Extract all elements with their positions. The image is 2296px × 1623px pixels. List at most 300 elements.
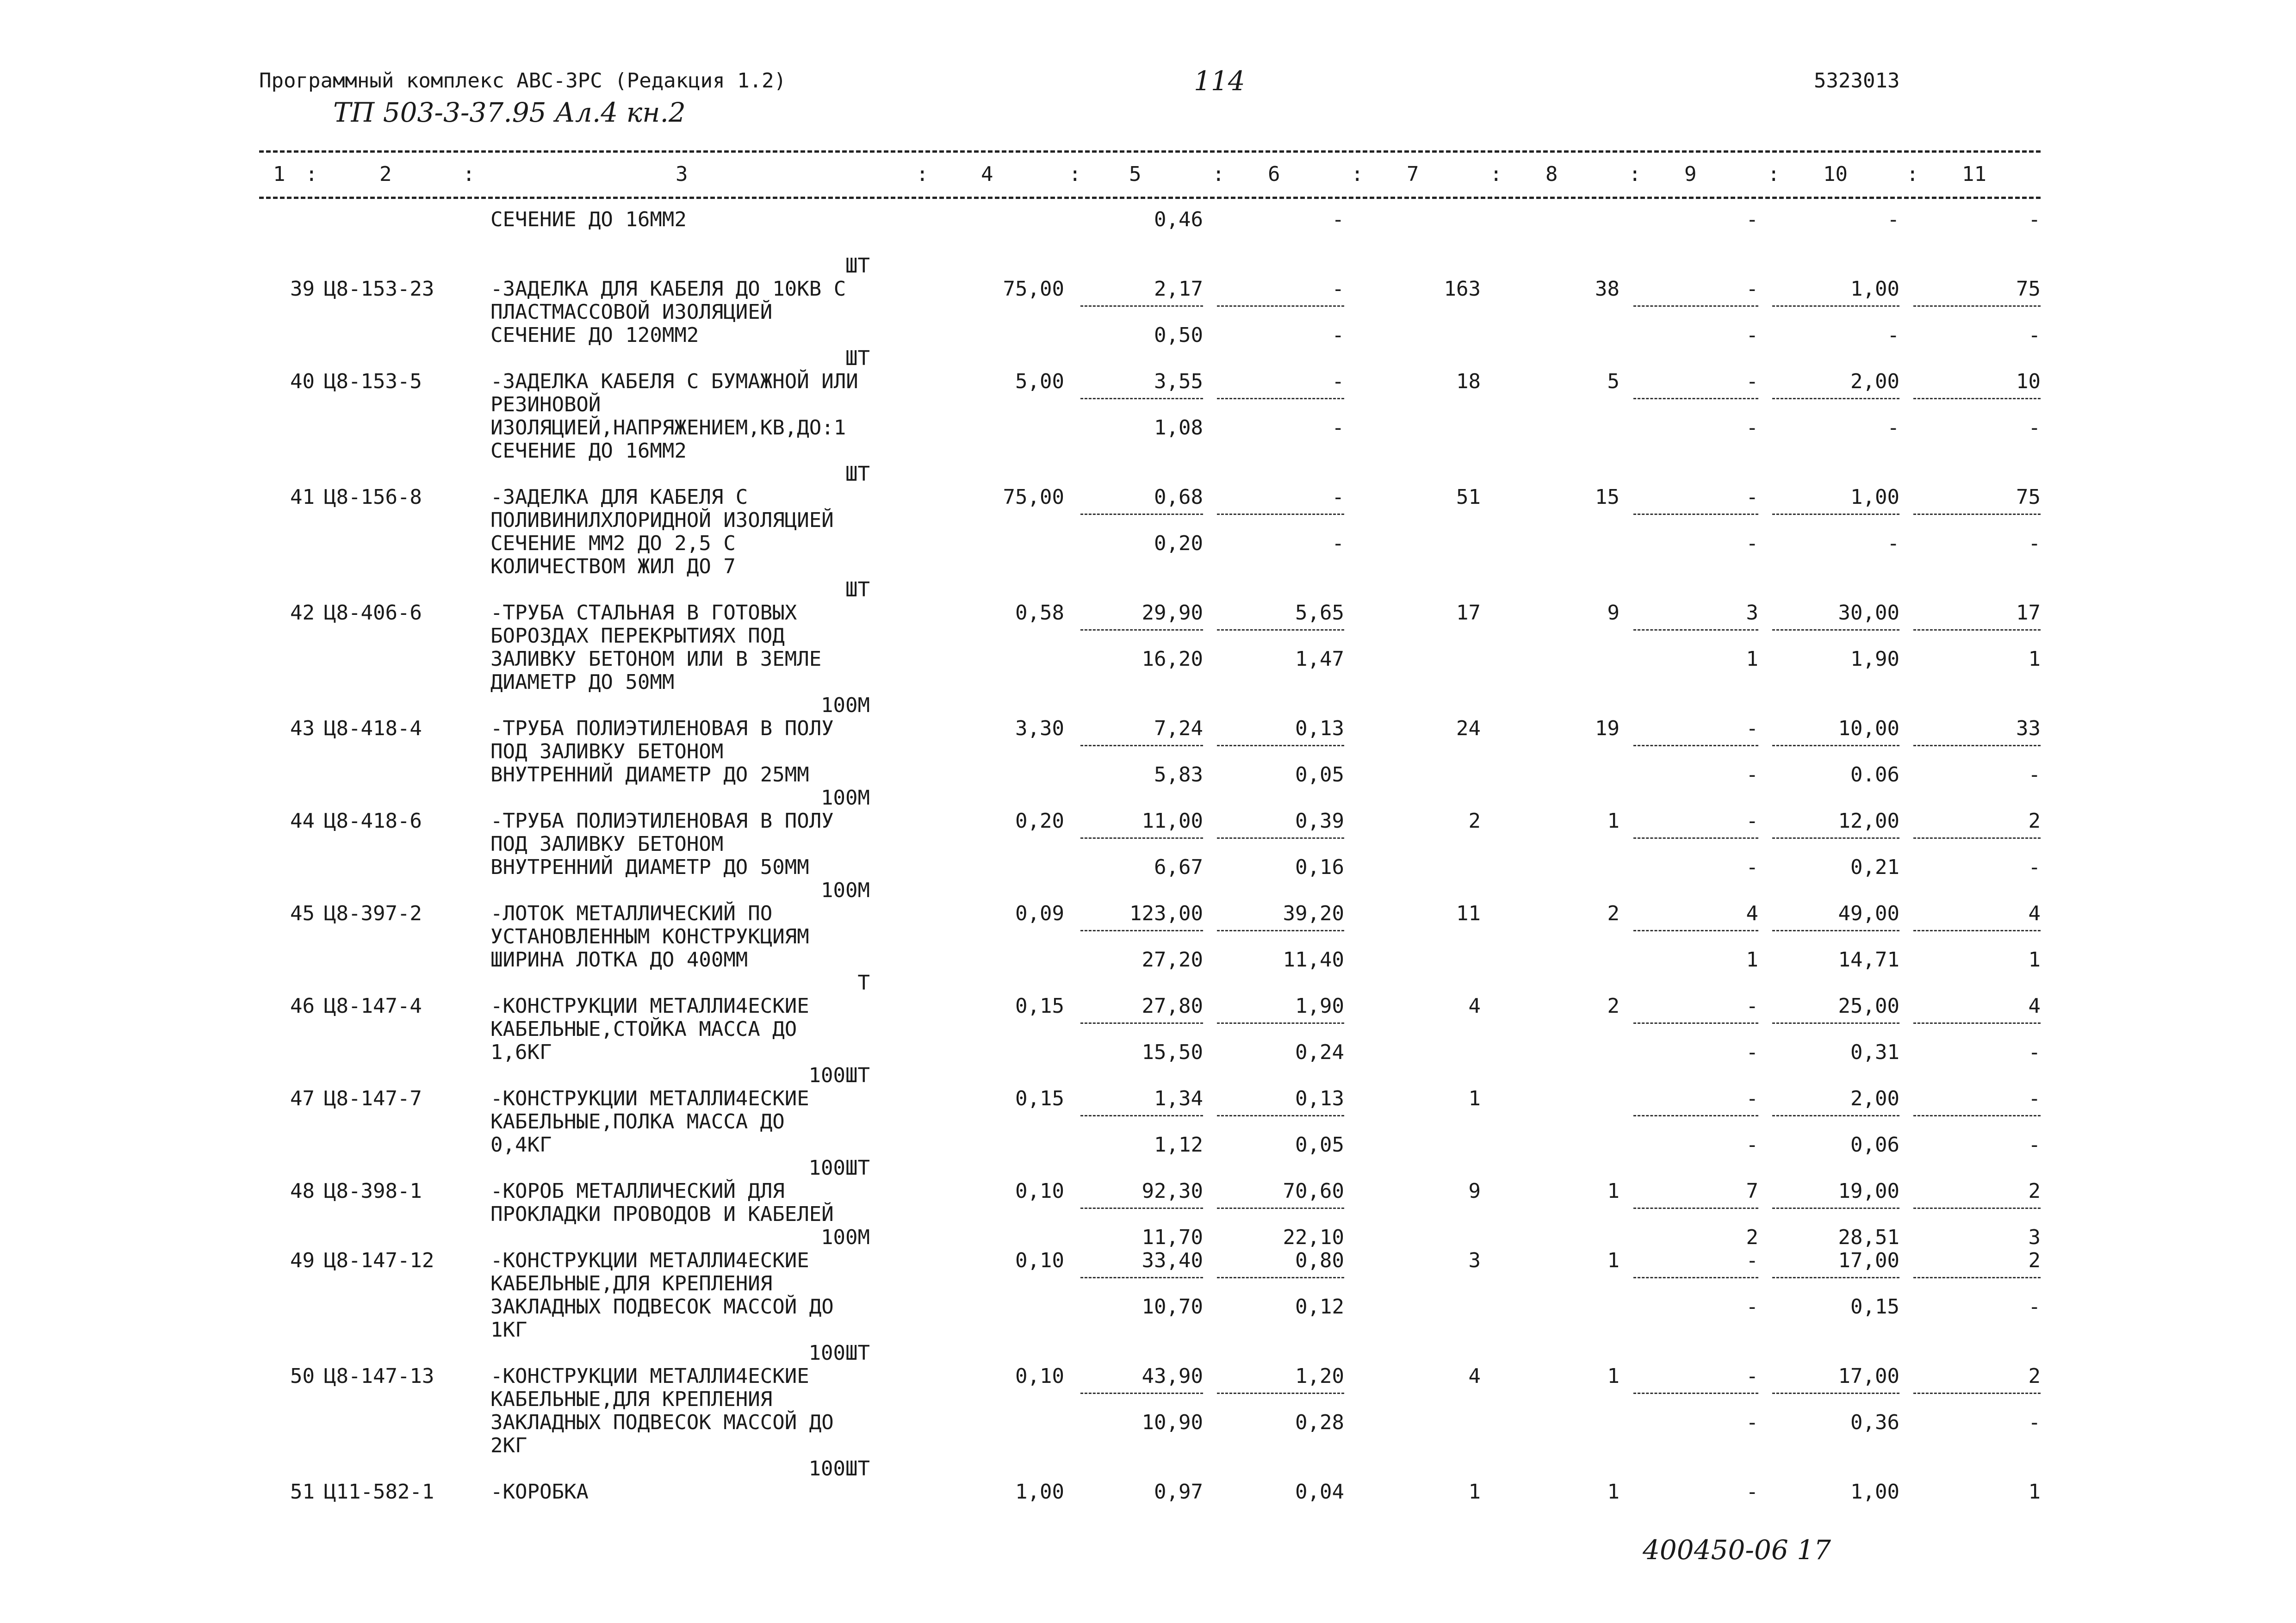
- value-divider: [1772, 514, 1899, 515]
- value-divider: [1217, 837, 1344, 839]
- table-row: [0, 1226, 2296, 1342]
- cell-c6b: -: [1332, 532, 1344, 555]
- table-row: [0, 694, 2296, 787]
- work-description-line: -ТРУБА ПОЛИЭТИЛЕНОВАЯ В ПОЛУ: [490, 809, 834, 833]
- cell-c5b: 27,20: [1142, 948, 1203, 972]
- cell-c6: 0,80: [1295, 1249, 1344, 1272]
- cell-c11b: 1: [2028, 948, 2041, 972]
- value-divider: [1772, 837, 1899, 839]
- value-divider: [1913, 1277, 2041, 1278]
- cell-c5b: 10,70: [1142, 1295, 1203, 1319]
- value-divider: [1217, 305, 1344, 307]
- table-row: [0, 254, 2296, 347]
- cell-c6b: -: [1332, 416, 1344, 440]
- table-row: [0, 787, 2296, 879]
- value-divider: [1080, 398, 1203, 399]
- value-divider: [1217, 514, 1344, 515]
- work-description-line: -ЗАДЕЛКА ДЛЯ КАБЕЛЯ ДО 10КВ С: [490, 277, 846, 301]
- cell-c11: 2: [2028, 1249, 2041, 1272]
- unit-label: 100М: [821, 879, 870, 902]
- cell-c6b: 1,47: [1295, 647, 1344, 671]
- cell-c9: -: [1746, 1480, 1758, 1504]
- cell-c9b: -: [1746, 763, 1758, 787]
- value-divider: [1633, 1208, 1758, 1209]
- value-divider: [1913, 837, 2041, 839]
- value-divider: [1913, 1022, 2041, 1024]
- cell-c5: 27,80: [1142, 994, 1203, 1018]
- cell-c8: 1: [1607, 809, 1620, 833]
- cell-c11b: -: [2028, 763, 2041, 787]
- value-divider: [1913, 514, 2041, 515]
- cell-c11b: -: [2028, 532, 2041, 555]
- cell-c4: 0,20: [1015, 809, 1064, 833]
- work-description-line: КАБЕЛЬНЫЕ,ДЛЯ КРЕПЛЕНИЯ: [490, 1272, 773, 1295]
- cell-c11b: -: [2028, 1411, 2041, 1434]
- cell-c9: -: [1746, 485, 1758, 509]
- column-separator: :: [1906, 162, 1919, 186]
- work-description-line: 1,6КГ: [490, 1041, 552, 1064]
- value-divider: [1633, 1022, 1758, 1024]
- work-description-line: -КОРОБ МЕТАЛЛИЧЕСКИЙ ДЛЯ: [490, 1179, 785, 1203]
- top-separator: [259, 150, 2041, 153]
- unit-label: 100М: [821, 694, 870, 717]
- cell-c8: 19: [1595, 717, 1620, 740]
- cell-c9: -: [1746, 370, 1758, 393]
- cell-c8: 38: [1595, 277, 1620, 301]
- cell-c9b: -: [1746, 1411, 1758, 1434]
- rate-code: Ц8-418-6: [324, 809, 422, 833]
- cell-c11: 2: [2028, 809, 2041, 833]
- cell-c9: -: [1746, 809, 1758, 833]
- work-description-line: СЕЧЕНИЕ ДО 16ММ2: [490, 208, 687, 231]
- work-description-line: ПЛАСТМАССОВОЙ ИЗОЛЯЦИЕЙ: [490, 300, 773, 324]
- cell-c9: 7: [1746, 1179, 1758, 1203]
- header-separator: [259, 197, 2041, 199]
- value-divider: [1633, 930, 1758, 931]
- cell-c5: 2,17: [1154, 277, 1203, 301]
- column-header-5: 5: [1129, 162, 1142, 186]
- cell-c10b: 0,15: [1850, 1295, 1899, 1319]
- cell-num: 42: [290, 601, 315, 625]
- cell-c6: 1,90: [1295, 994, 1344, 1018]
- unit-label: 100М: [821, 1226, 870, 1249]
- rate-code: Ц8-153-23: [324, 277, 434, 301]
- cell-num: 48: [290, 1179, 315, 1203]
- cell-c11: 17: [2016, 601, 2041, 625]
- column-header-6: 6: [1268, 162, 1280, 186]
- work-description-line: -ТРУБА ПОЛИЭТИЛЕНОВАЯ В ПОЛУ: [490, 717, 834, 740]
- work-description-line: СЕЧЕНИЕ ДО 120ММ2: [490, 323, 699, 347]
- cell-c11b: -: [2028, 323, 2041, 347]
- work-description-line: ЗАКЛАДНЫХ ПОДВЕСОК МАССОЙ ДО: [490, 1295, 834, 1319]
- work-description-line: 1КГ: [490, 1318, 527, 1342]
- cell-c5b: 0,20: [1154, 532, 1203, 555]
- cell-c6b: -: [1332, 208, 1344, 231]
- cell-c5b: 0,50: [1154, 323, 1203, 347]
- value-divider: [1217, 398, 1344, 399]
- work-description-line: ПОД ЗАЛИВКУ БЕТОНОМ: [490, 832, 724, 856]
- cell-c6: -: [1332, 485, 1344, 509]
- cell-c9b: 1: [1746, 948, 1758, 972]
- cell-c5b: 0,46: [1154, 208, 1203, 231]
- cell-c6: 5,65: [1295, 601, 1344, 625]
- cell-c5b: 6,67: [1154, 855, 1203, 879]
- cell-num: 44: [290, 809, 315, 833]
- table-row: [0, 1342, 2296, 1457]
- cell-c6b: 0,28: [1295, 1411, 1344, 1434]
- cell-c5: 92,30: [1142, 1179, 1203, 1203]
- cell-c11b: -: [2028, 1295, 2041, 1319]
- cell-c9b: 2: [1746, 1226, 1758, 1249]
- cell-c9b: -: [1746, 532, 1758, 555]
- work-description-line: ЗАЛИВКУ БЕТОНОМ ИЛИ В ЗЕМЛЕ: [490, 647, 822, 671]
- cell-c4: 0,10: [1015, 1179, 1064, 1203]
- work-description-line: СЕЧЕНИЕ ДО 16ММ2: [490, 439, 687, 463]
- cell-c10: 17,00: [1838, 1249, 1899, 1272]
- cell-c6b: 0,05: [1295, 763, 1344, 787]
- value-divider: [1217, 1277, 1344, 1278]
- column-header-4: 4: [981, 162, 993, 186]
- column-header-11: 11: [1962, 162, 1986, 186]
- cell-c5: 33,40: [1142, 1249, 1203, 1272]
- work-description-line: -ЗАДЕЛКА ДЛЯ КАБЕЛЯ С: [490, 485, 748, 509]
- work-description-line: -КОНСТРУКЦИИ МЕТАЛЛИ4ЕСКИЕ: [490, 994, 809, 1018]
- cell-c9b: 1: [1746, 647, 1758, 671]
- cell-c7: 9: [1468, 1179, 1481, 1203]
- cell-c6b: 0,24: [1295, 1041, 1344, 1064]
- cell-c5: 0,97: [1154, 1480, 1203, 1504]
- column-separator: :: [1768, 162, 1780, 186]
- rate-code: Ц8-418-4: [324, 717, 422, 740]
- cell-c11: 33: [2016, 717, 2041, 740]
- cell-c11: 10: [2016, 370, 2041, 393]
- cell-c11: 4: [2028, 994, 2041, 1018]
- work-description-line: ШИРИНА ЛОТКА ДО 400ММ: [490, 948, 748, 972]
- work-description-line: ВНУТРЕННИЙ ДИАМЕТР ДО 25ММ: [490, 763, 809, 787]
- cell-c9: 3: [1746, 601, 1758, 625]
- unit-label: 100ШТ: [808, 1457, 870, 1481]
- cell-c8: 1: [1607, 1249, 1620, 1272]
- cell-c5b: 11,70: [1142, 1226, 1203, 1249]
- work-description-line: ДИАМЕТР ДО 50ММ: [490, 670, 675, 694]
- work-description-line: СЕЧЕНИЕ ММ2 ДО 2,5 С: [490, 532, 736, 555]
- value-divider: [1772, 1393, 1899, 1394]
- cell-c8: 1: [1607, 1364, 1620, 1388]
- value-divider: [1080, 1115, 1203, 1116]
- column-separator: :: [305, 162, 318, 186]
- value-divider: [1772, 1208, 1899, 1209]
- cell-c10: 30,00: [1838, 601, 1899, 625]
- rate-code: Ц8-406-6: [324, 601, 422, 625]
- cell-num: 46: [290, 994, 315, 1018]
- value-divider: [1633, 1393, 1758, 1394]
- cell-c4: 0,15: [1015, 994, 1064, 1018]
- column-separator: :: [1351, 162, 1364, 186]
- table-row: [0, 1064, 2296, 1157]
- cell-c4: 0,10: [1015, 1249, 1064, 1272]
- work-description-line: КАБЕЛЬНЫЕ,ПОЛКА МАССА ДО: [490, 1110, 785, 1134]
- cell-c10: 19,00: [1838, 1179, 1899, 1203]
- value-divider: [1633, 629, 1758, 631]
- cell-c10: 12,00: [1838, 809, 1899, 833]
- column-header-1: 1: [273, 162, 285, 186]
- cell-c7: 24: [1456, 717, 1481, 740]
- cell-c10b: 0,31: [1850, 1041, 1899, 1064]
- cell-c9b: -: [1746, 416, 1758, 440]
- cell-c8: 15: [1595, 485, 1620, 509]
- column-header-2: 2: [379, 162, 392, 186]
- cell-c4: 3,30: [1015, 717, 1064, 740]
- column-separator: :: [1629, 162, 1641, 186]
- cell-c10b: 14,71: [1838, 948, 1899, 972]
- cell-num: 43: [290, 717, 315, 740]
- value-divider: [1080, 930, 1203, 931]
- cell-c4: 0,15: [1015, 1087, 1064, 1110]
- value-divider: [1080, 305, 1203, 307]
- work-description-line: 0,4КГ: [490, 1133, 552, 1157]
- work-description-line: -КОНСТРУКЦИИ МЕТАЛЛИ4ЕСКИЕ: [490, 1249, 809, 1272]
- cell-c9b: -: [1746, 208, 1758, 231]
- unit-label: ШТ: [845, 462, 870, 486]
- cell-c9: 4: [1746, 902, 1758, 925]
- table-row: [0, 578, 2296, 694]
- cell-c6: 0,13: [1295, 717, 1344, 740]
- cell-c10: 1,00: [1850, 1480, 1899, 1504]
- column-header-8: 8: [1545, 162, 1558, 186]
- cell-c4: 0,10: [1015, 1364, 1064, 1388]
- cell-c10: 25,00: [1838, 994, 1899, 1018]
- cell-c6b: -: [1332, 323, 1344, 347]
- value-divider: [1633, 398, 1758, 399]
- cell-c11b: -: [2028, 208, 2041, 231]
- unit-label: 100ШТ: [808, 1064, 870, 1087]
- cell-c5b: 1,08: [1154, 416, 1203, 440]
- cell-c5b: 16,20: [1142, 647, 1203, 671]
- cell-c6: 0,39: [1295, 809, 1344, 833]
- cell-c10: 2,00: [1850, 370, 1899, 393]
- value-divider: [1217, 629, 1344, 631]
- cell-c6: 0,04: [1295, 1480, 1344, 1504]
- project-code: ТП 503-3-37.95 Ал.4 кн.2: [333, 97, 686, 128]
- column-header-10: 10: [1823, 162, 1848, 186]
- cell-c7: 4: [1468, 994, 1481, 1018]
- value-divider: [1772, 745, 1899, 746]
- cell-c4: 5,00: [1015, 370, 1064, 393]
- cell-c6b: 22,10: [1283, 1226, 1344, 1249]
- value-divider: [1772, 629, 1899, 631]
- cell-c4: 1,00: [1015, 1480, 1064, 1504]
- table-row: [0, 879, 2296, 972]
- cell-c5b: 5,83: [1154, 763, 1203, 787]
- archive-stamp: 400450-06 17: [1643, 1534, 1831, 1566]
- value-divider: [1080, 514, 1203, 515]
- cell-c11: 2: [2028, 1364, 2041, 1388]
- cell-c10b: -: [1887, 416, 1899, 440]
- value-divider: [1913, 930, 2041, 931]
- table-row: [0, 463, 2296, 578]
- cell-c8: 2: [1607, 994, 1620, 1018]
- work-description-line: -ЗАДЕЛКА КАБЕЛЯ С БУМАЖНОЙ ИЛИ: [490, 370, 858, 393]
- unit-label: 100М: [821, 786, 870, 810]
- cell-c7: 3: [1468, 1249, 1481, 1272]
- cell-c5: 43,90: [1142, 1364, 1203, 1388]
- cell-c5: 1,34: [1154, 1087, 1203, 1110]
- cell-c8: 2: [1607, 902, 1620, 925]
- cell-c5: 3,55: [1154, 370, 1203, 393]
- work-description-line: ПОЛИВИНИЛХЛОРИДНОЙ ИЗОЛЯЦИЕЙ: [490, 508, 834, 532]
- column-header-row: [259, 163, 2041, 191]
- cell-c7: 51: [1456, 485, 1481, 509]
- value-divider: [1080, 1277, 1203, 1278]
- cell-num: 40: [290, 370, 315, 393]
- value-divider: [1633, 1115, 1758, 1116]
- cell-num: 49: [290, 1249, 315, 1272]
- rate-code: Ц8-147-7: [324, 1087, 422, 1110]
- cell-c11b: -: [2028, 855, 2041, 879]
- value-divider: [1633, 514, 1758, 515]
- cell-num: 41: [290, 485, 315, 509]
- cell-c9b: -: [1746, 1295, 1758, 1319]
- column-header-9: 9: [1684, 162, 1697, 186]
- work-description-line: КАБЕЛЬНЫЕ,ДЛЯ КРЕПЛЕНИЯ: [490, 1388, 773, 1411]
- cell-c8: 1: [1607, 1480, 1620, 1504]
- cell-c5b: 10,90: [1142, 1411, 1203, 1434]
- work-description-line: -КОНСТРУКЦИИ МЕТАЛЛИ4ЕСКИЕ: [490, 1087, 809, 1110]
- cell-c6: -: [1332, 370, 1344, 393]
- column-separator: :: [1069, 162, 1081, 186]
- column-separator: :: [1490, 162, 1502, 186]
- column-separator: :: [1212, 162, 1225, 186]
- cell-c7: 1: [1468, 1087, 1481, 1110]
- cell-c8: 9: [1607, 601, 1620, 625]
- cell-c9b: -: [1746, 1041, 1758, 1064]
- cell-c10b: 28,51: [1838, 1226, 1899, 1249]
- cell-c9: -: [1746, 1087, 1758, 1110]
- work-description-line: ПРОКЛАДКИ ПРОВОДОВ И КАБЕЛЕЙ: [490, 1202, 834, 1226]
- value-divider: [1080, 837, 1203, 839]
- work-description-line: ЗАКЛАДНЫХ ПОДВЕСОК МАССОЙ ДО: [490, 1411, 834, 1434]
- cell-c10: 10,00: [1838, 717, 1899, 740]
- column-header-7: 7: [1407, 162, 1419, 186]
- cell-c9b: -: [1746, 1133, 1758, 1157]
- value-divider: [1772, 1277, 1899, 1278]
- cell-c11: 2: [2028, 1179, 2041, 1203]
- cell-c4: 0,58: [1015, 601, 1064, 625]
- work-description-line: БОРОЗДАХ ПЕРЕКРЫТИЯХ ПОД: [490, 624, 785, 648]
- cell-c10: 1,00: [1850, 277, 1899, 301]
- work-description-line: -КОНСТРУКЦИИ МЕТАЛЛИ4ЕСКИЕ: [490, 1364, 809, 1388]
- value-divider: [1633, 305, 1758, 307]
- value-divider: [1913, 1208, 2041, 1209]
- table-row: [0, 1457, 2296, 1527]
- cell-c8: 1: [1607, 1179, 1620, 1203]
- cell-c11b: -: [2028, 1041, 2041, 1064]
- unit-label: ШТ: [845, 254, 870, 278]
- value-divider: [1633, 1277, 1758, 1278]
- cell-c6b: 0,16: [1295, 855, 1344, 879]
- cell-c11: -: [2028, 1087, 2041, 1110]
- work-description-line: ИЗОЛЯЦИЕЙ,НАПРЯЖЕНИЕМ,КВ,ДО:1: [490, 416, 846, 440]
- cell-num: 45: [290, 902, 315, 925]
- value-divider: [1217, 1208, 1344, 1209]
- cell-num: 51: [290, 1480, 315, 1504]
- value-divider: [1772, 930, 1899, 931]
- value-divider: [1217, 1022, 1344, 1024]
- value-divider: [1633, 745, 1758, 746]
- value-divider: [1080, 629, 1203, 631]
- value-divider: [1772, 1115, 1899, 1116]
- cell-c10b: 0,36: [1850, 1411, 1899, 1434]
- cell-c4: 0,09: [1015, 902, 1064, 925]
- cell-c9: -: [1746, 717, 1758, 740]
- cell-num: 39: [290, 277, 315, 301]
- value-divider: [1772, 1022, 1899, 1024]
- value-divider: [1772, 398, 1899, 399]
- value-divider: [1913, 398, 2041, 399]
- rate-code: Ц8-147-4: [324, 994, 422, 1018]
- unit-label: 100ШТ: [808, 1156, 870, 1180]
- cell-c5: 0,68: [1154, 485, 1203, 509]
- cell-c7: 1: [1468, 1480, 1481, 1504]
- column-separator: :: [463, 162, 475, 186]
- value-divider: [1080, 1208, 1203, 1209]
- cell-c10b: 0.06: [1850, 763, 1899, 787]
- value-divider: [1633, 837, 1758, 839]
- cell-c10: 49,00: [1838, 902, 1899, 925]
- cell-c6b: 0,12: [1295, 1295, 1344, 1319]
- cell-num: 50: [290, 1364, 315, 1388]
- cell-c5b: 15,50: [1142, 1041, 1203, 1064]
- table-row: [0, 208, 2296, 254]
- cell-c7: 18: [1456, 370, 1481, 393]
- work-description-line: -КОРОБКА: [490, 1480, 589, 1504]
- rate-code: Ц8-147-13: [324, 1364, 434, 1388]
- value-divider: [1080, 1393, 1203, 1394]
- work-description-line: ПОД ЗАЛИВКУ БЕТОНОМ: [490, 740, 724, 763]
- cell-c6: -: [1332, 277, 1344, 301]
- value-divider: [1913, 629, 2041, 631]
- work-description-line: КОЛИЧЕСТВОМ ЖИЛ ДО 7: [490, 555, 736, 578]
- cell-num: 47: [290, 1087, 315, 1110]
- value-divider: [1772, 305, 1899, 307]
- cell-c6b: 0,05: [1295, 1133, 1344, 1157]
- cell-c9: -: [1746, 994, 1758, 1018]
- cell-c5: 29,90: [1142, 601, 1203, 625]
- work-description-line: ВНУТРЕННИЙ ДИАМЕТР ДО 50ММ: [490, 855, 809, 879]
- rate-code: Ц8-156-8: [324, 485, 422, 509]
- work-description-line: -ЛОТОК МЕТАЛЛИЧЕСКИЙ ПО: [490, 902, 773, 925]
- work-description-line: УСТАНОВЛЕННЫМ КОНСТРУКЦИЯМ: [490, 925, 809, 948]
- cell-c10b: 0,21: [1850, 855, 1899, 879]
- cell-c10b: -: [1887, 323, 1899, 347]
- cell-c9: -: [1746, 1249, 1758, 1272]
- cell-c9b: -: [1746, 855, 1758, 879]
- cell-c11b: -: [2028, 1133, 2041, 1157]
- cell-c7: 163: [1444, 277, 1481, 301]
- cell-c5: 11,00: [1142, 809, 1203, 833]
- cell-c11b: -: [2028, 416, 2041, 440]
- work-description-line: КАБЕЛЬНЫЕ,СТОЙКА МАССА ДО: [490, 1017, 797, 1041]
- value-divider: [1913, 1115, 2041, 1116]
- cell-c6: 1,20: [1295, 1364, 1344, 1388]
- unit-label: ШТ: [845, 578, 870, 601]
- cell-c11: 1: [2028, 1480, 2041, 1504]
- value-divider: [1913, 305, 2041, 307]
- cell-c6: 70,60: [1283, 1179, 1344, 1203]
- cell-c8: 5: [1607, 370, 1620, 393]
- unit-label: Т: [857, 971, 870, 995]
- rate-code: Ц8-398-1: [324, 1179, 422, 1203]
